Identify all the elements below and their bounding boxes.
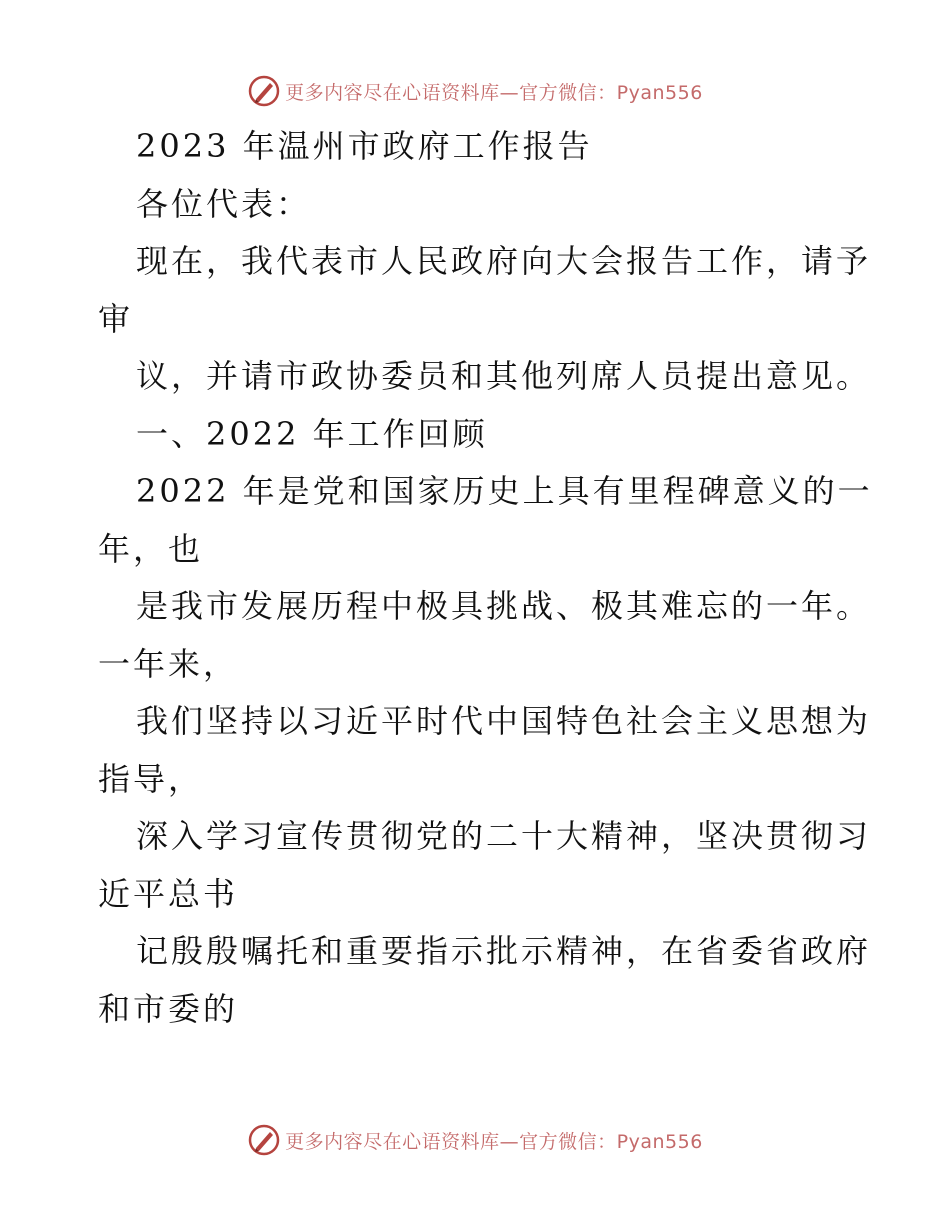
watermark-text: 更多内容尽在心语资料库—官方微信：Pyan556 [285, 81, 703, 104]
paragraph-line: 是我市发展历程中极具挑战、极其难忘的一年。 [136, 587, 872, 625]
paragraph-line: 近平总书 [98, 874, 239, 913]
paragraph-line: 2022 年是党和国家历史上具有里程碑意义的一 [136, 472, 873, 510]
document-title: 2023 年温州市政府工作报告 [136, 127, 593, 165]
paragraph-line: 审 [98, 299, 134, 338]
paragraph-line: 深入学习宣传贯彻党的二十大精神，坚决贯彻习 [136, 817, 872, 855]
paragraph-line: 年，也 [98, 529, 204, 568]
pen-circle-logo-icon [247, 74, 281, 108]
footer-watermark [0, 1120, 950, 1160]
pen-circle-logo-icon [247, 1123, 281, 1157]
watermark-text: 更多内容尽在心语资料库—官方微信：Pyan556 [285, 1130, 703, 1153]
paragraph-line: 指导， [98, 759, 204, 798]
paragraph-line: 议，并请市政协委员和其他列席人员提出意见。 [136, 357, 872, 395]
paragraph-line: 我们坚持以习近平时代中国特色社会主义思想为 [136, 702, 872, 740]
section-heading: 一、2022 年工作回顾 [136, 414, 488, 453]
document-body [98, 118, 873, 1038]
paragraph-line: 一年来， [98, 644, 239, 683]
paragraph-line: 和市委的 [98, 989, 239, 1028]
paragraph-line: 记殷殷嘱托和重要指示批示精神，在省委省政府 [136, 932, 872, 970]
paragraph-line: 现在，我代表市人民政府向大会报告工作，请予 [136, 242, 872, 280]
salutation: 各位代表： [136, 184, 312, 223]
header-watermark [0, 71, 950, 111]
